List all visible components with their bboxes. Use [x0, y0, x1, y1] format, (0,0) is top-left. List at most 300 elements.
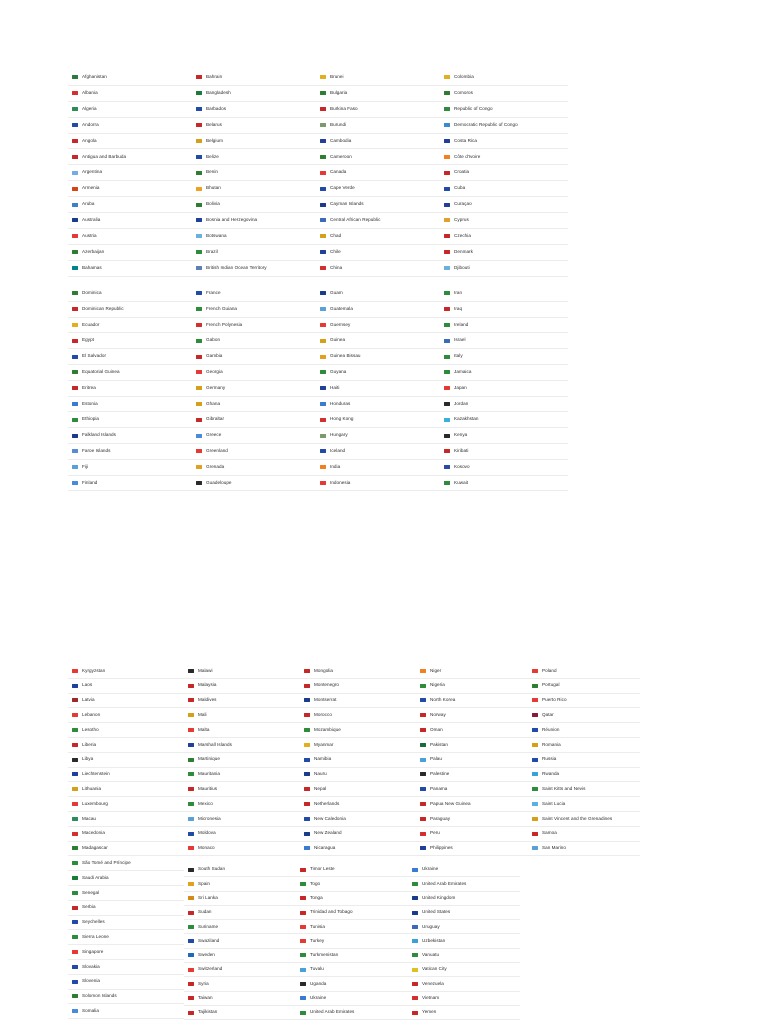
country-item-swaziland[interactable]	[184, 934, 296, 948]
flag-icon	[320, 91, 326, 95]
country-item-belarus[interactable]	[192, 118, 316, 134]
country-item-sri-lanka[interactable]	[184, 892, 296, 906]
country-item-haiti[interactable]	[316, 381, 440, 397]
country-item-georgia[interactable]	[192, 365, 316, 381]
country-name: Andorra	[82, 121, 99, 127]
country-item-belize[interactable]	[192, 149, 316, 165]
country-column	[192, 70, 316, 277]
country-item-niger[interactable]	[416, 664, 528, 679]
country-item-new-zealand[interactable]	[300, 827, 416, 842]
country-name: Haiti	[330, 384, 340, 390]
country-item-montenegro[interactable]	[300, 679, 416, 694]
country-item-democratic-republic-of-congo[interactable]	[440, 118, 568, 134]
country-item-guernsey[interactable]	[316, 318, 440, 334]
country-item-malta[interactable]	[184, 723, 300, 738]
country-name: Iran	[454, 290, 463, 296]
country-item-india[interactable]	[316, 460, 440, 476]
country-item-gambia[interactable]	[192, 349, 316, 365]
country-item-ecuador[interactable]	[68, 318, 192, 334]
flag-icon	[320, 266, 326, 270]
country-item-gabon[interactable]	[192, 333, 316, 349]
country-item-micronesia[interactable]	[184, 812, 300, 827]
country-item-syria[interactable]	[184, 977, 296, 991]
flag-icon	[72, 935, 78, 939]
country-item-sao-tome-and-principe[interactable]	[68, 856, 184, 871]
country-item-somalia[interactable]	[68, 1004, 184, 1019]
country-item-germany[interactable]	[192, 381, 316, 397]
country-item-benin[interactable]	[192, 165, 316, 181]
country-item-mexico[interactable]	[184, 797, 300, 812]
country-item-china[interactable]	[316, 261, 440, 277]
country-item-bangladesh[interactable]	[192, 86, 316, 102]
country-item-lesotho[interactable]	[68, 723, 184, 738]
country-item-chile[interactable]	[316, 245, 440, 261]
country-item-mauritania[interactable]	[184, 768, 300, 783]
country-item-philippines[interactable]	[416, 842, 528, 857]
country-item-lebanon[interactable]	[68, 708, 184, 723]
flag-icon	[72, 75, 78, 79]
country-item-cambodia[interactable]	[316, 134, 440, 150]
country-item-palestine[interactable]	[416, 768, 528, 783]
country-item-fiji[interactable]	[68, 460, 192, 476]
country-item-greenland[interactable]	[192, 444, 316, 460]
flag-icon	[320, 355, 326, 359]
country-item-brunei[interactable]	[316, 70, 440, 86]
country-item-aruba[interactable]	[68, 197, 192, 213]
flag-icon	[420, 669, 426, 673]
flag-icon	[320, 402, 326, 406]
country-item-ireland[interactable]	[440, 318, 568, 334]
country-name: Hong Kong	[330, 416, 354, 422]
country-item-lithuania[interactable]	[68, 782, 184, 797]
country-item-liechtenstein[interactable]	[68, 768, 184, 783]
country-item-papua-new-guinea[interactable]	[416, 797, 528, 812]
country-item-nepal[interactable]	[300, 782, 416, 797]
country-item-iran[interactable]	[440, 286, 568, 302]
country-name: Samoa	[542, 830, 557, 836]
country-item-united-kingdom[interactable]	[408, 892, 520, 906]
country-item-turkmenistan[interactable]	[296, 949, 408, 963]
country-item-bhutan[interactable]	[192, 181, 316, 197]
country-item-sudan[interactable]	[184, 906, 296, 920]
country-item-bosnia-and-herzegovina[interactable]	[192, 213, 316, 229]
country-item-moldova[interactable]	[184, 827, 300, 842]
country-item-romania[interactable]	[528, 738, 640, 753]
country-name: Cambodia	[330, 137, 352, 143]
country-item-guinea[interactable]	[316, 333, 440, 349]
country-item-kiribati[interactable]	[440, 444, 568, 460]
country-item-liberia[interactable]	[68, 738, 184, 753]
country-item-macedonia[interactable]	[68, 827, 184, 842]
country-item-nicaragua[interactable]	[300, 842, 416, 857]
flag-icon	[300, 896, 306, 900]
country-name: Malaysia	[198, 682, 217, 688]
country-item-uzbekistan[interactable]	[408, 934, 520, 948]
flag-icon	[444, 75, 450, 79]
country-item-mongolia[interactable]	[300, 664, 416, 679]
country-item-slovakia[interactable]	[68, 960, 184, 975]
country-item-palau[interactable]	[416, 753, 528, 768]
flag-icon	[444, 123, 450, 127]
country-item-libya[interactable]	[68, 753, 184, 768]
country-item-singapore[interactable]	[68, 945, 184, 960]
country-item-venezuela[interactable]	[408, 977, 520, 991]
country-name: Cuba	[454, 185, 466, 191]
flag-icon	[304, 846, 310, 850]
country-item-iraq[interactable]	[440, 302, 568, 318]
country-name: Turkmenistan	[310, 952, 339, 958]
country-name: Mexico	[198, 800, 213, 806]
country-item-burkina-faso[interactable]	[316, 102, 440, 118]
country-item-burundi[interactable]	[316, 118, 440, 134]
country-item-taiwan[interactable]	[184, 992, 296, 1006]
country-item-cayman-islands[interactable]	[316, 197, 440, 213]
flag-icon	[196, 434, 202, 438]
country-item-jordan[interactable]	[440, 397, 568, 413]
country-item-colombia[interactable]	[440, 70, 568, 86]
country-item-maldives[interactable]	[184, 694, 300, 709]
flag-icon	[196, 291, 202, 295]
country-item-greece[interactable]	[192, 428, 316, 444]
country-item-san-marino[interactable]	[528, 842, 640, 857]
flag-icon	[72, 861, 78, 865]
country-name: Mauritania	[198, 771, 220, 777]
country-item-tajikistan[interactable]	[184, 1006, 296, 1020]
country-item-kuwait[interactable]	[440, 476, 568, 492]
country-item-marshall-islands[interactable]	[184, 738, 300, 753]
country-item-nigeria[interactable]	[416, 679, 528, 694]
country-item-djibouti[interactable]	[440, 261, 568, 277]
country-item-algeria[interactable]	[68, 102, 192, 118]
country-item-bulgaria[interactable]	[316, 86, 440, 102]
country-item-brazil[interactable]	[192, 245, 316, 261]
country-item-dominican-republic[interactable]	[68, 302, 192, 318]
flag-icon	[300, 925, 306, 929]
country-name: United Arab Emirates	[310, 1009, 355, 1015]
country-item-saint-lucia[interactable]	[528, 797, 640, 812]
country-item-ethiopia[interactable]	[68, 412, 192, 428]
country-name: Ethiopia	[82, 416, 100, 422]
country-item-cameroon[interactable]	[316, 149, 440, 165]
country-item-myanmar[interactable]	[300, 738, 416, 753]
country-item-tunisia[interactable]	[296, 920, 408, 934]
country-item-curacao[interactable]	[440, 197, 568, 213]
country-item-estonia[interactable]	[68, 397, 192, 413]
country-item-russia[interactable]	[528, 753, 640, 768]
country-item-comoros[interactable]	[440, 86, 568, 102]
country-item-seychelles[interactable]	[68, 916, 184, 931]
country-item-slovenia[interactable]	[68, 975, 184, 990]
country-item-canada[interactable]	[316, 165, 440, 181]
flag-icon	[72, 434, 78, 438]
country-item-turkey[interactable]	[296, 934, 408, 948]
flag-icon	[532, 846, 538, 850]
country-item-bahamas[interactable]	[68, 261, 192, 277]
country-name: Uzbekistan	[422, 937, 446, 943]
country-item-japan[interactable]	[440, 381, 568, 397]
country-item-kazakhstan[interactable]	[440, 412, 568, 428]
country-name: Australia	[82, 217, 101, 223]
country-item-mauritius[interactable]	[184, 782, 300, 797]
country-item-central-african-republic[interactable]	[316, 213, 440, 229]
country-item-french-guiana[interactable]	[192, 302, 316, 318]
country-item-croatia[interactable]	[440, 165, 568, 181]
country-item-togo[interactable]	[296, 877, 408, 891]
country-item-austria[interactable]	[68, 229, 192, 245]
country-item-afghanistan[interactable]	[68, 70, 192, 86]
country-item-timor-leste[interactable]	[296, 863, 408, 877]
country-item-luxembourg[interactable]	[68, 797, 184, 812]
country-item-cape-verde[interactable]	[316, 181, 440, 197]
country-item-yemen[interactable]	[408, 1006, 520, 1020]
country-name: Estonia	[82, 400, 98, 406]
country-name: Tunisia	[310, 923, 325, 929]
country-name: Gibraltar	[206, 416, 225, 422]
country-name: Antigua and Barbuda	[82, 153, 127, 159]
country-item-gibraltar[interactable]	[192, 412, 316, 428]
country-item-grenada[interactable]	[192, 460, 316, 476]
country-column	[528, 664, 640, 1019]
country-item-united-arab-emirates[interactable]	[296, 1006, 408, 1020]
country-name: Lesotho	[82, 726, 99, 732]
flag-icon	[72, 772, 78, 776]
country-item-azerbaijan[interactable]	[68, 245, 192, 261]
country-name: Turkey	[310, 937, 325, 943]
country-item-norway[interactable]	[416, 708, 528, 723]
country-item-senegal[interactable]	[68, 886, 184, 901]
country-item-falkland-islands[interactable]	[68, 428, 192, 444]
country-item-france[interactable]	[192, 286, 316, 302]
country-item-british-indian-ocean-territory[interactable]	[192, 261, 316, 277]
flag-icon	[320, 339, 326, 343]
country-item-portugal[interactable]	[528, 679, 640, 694]
country-item-dominica[interactable]	[68, 286, 192, 302]
country-name: Kenya	[454, 432, 468, 438]
country-item-samoa[interactable]	[528, 827, 640, 842]
country-item-pakistan[interactable]	[416, 738, 528, 753]
country-item-vatican-city[interactable]	[408, 963, 520, 977]
country-item-el-salvador[interactable]	[68, 349, 192, 365]
flag-icon	[72, 832, 78, 836]
country-name: Brazil	[206, 248, 218, 254]
country-name: Canada	[330, 169, 347, 175]
country-name: Italy	[454, 353, 463, 359]
country-item-hungary[interactable]	[316, 428, 440, 444]
country-item-montserrat[interactable]	[300, 694, 416, 709]
country-name: Libya	[82, 756, 94, 762]
country-item-monaco[interactable]	[184, 842, 300, 857]
country-name: Benin	[206, 169, 218, 175]
country-item-bahrain[interactable]	[192, 70, 316, 86]
country-item-antigua-and-barbuda[interactable]	[68, 149, 192, 165]
country-item-ghana[interactable]	[192, 397, 316, 413]
country-item-paraguay[interactable]	[416, 812, 528, 827]
flag-icon	[320, 323, 326, 327]
country-item-botswana[interactable]	[192, 229, 316, 245]
country-item-guam[interactable]	[316, 286, 440, 302]
country-item-puerto-rico[interactable]	[528, 694, 640, 709]
country-item-oman[interactable]	[416, 723, 528, 738]
flag-icon	[72, 965, 78, 969]
country-item-uruguay[interactable]	[408, 920, 520, 934]
country-name: Armenia	[82, 185, 100, 191]
country-item-saint-kitts-and-nevis[interactable]	[528, 782, 640, 797]
country-item-north-korea[interactable]	[416, 694, 528, 709]
country-item-kyrgyzstan[interactable]	[68, 664, 184, 679]
country-name: Romania	[542, 741, 561, 747]
country-item-egypt[interactable]	[68, 333, 192, 349]
country-item-ukraine[interactable]	[408, 863, 520, 877]
country-item-saint-vincent-and-the-grenadines[interactable]	[528, 812, 640, 827]
country-item-new-caledonia[interactable]	[300, 812, 416, 827]
country-item-mali[interactable]	[184, 708, 300, 723]
flag-icon	[196, 323, 202, 327]
country-item-barbados[interactable]	[192, 102, 316, 118]
country-item-french-polynesia[interactable]	[192, 318, 316, 334]
country-item-namibia[interactable]	[300, 753, 416, 768]
country-name: Fiji	[82, 463, 89, 469]
country-item-bolivia[interactable]	[192, 197, 316, 213]
country-item-australia[interactable]	[68, 213, 192, 229]
country-item-trinidad-and-tobago[interactable]	[296, 906, 408, 920]
country-item-macau[interactable]	[68, 812, 184, 827]
country-item-solomon-islands[interactable]	[68, 990, 184, 1005]
flag-icon	[72, 386, 78, 390]
flag-icon	[420, 817, 426, 821]
flag-icon	[72, 481, 78, 485]
flag-icon	[444, 370, 450, 374]
flag-icon	[72, 323, 78, 327]
country-item-morocco[interactable]	[300, 708, 416, 723]
country-name: Montserrat	[314, 697, 337, 703]
country-item-south-sudan[interactable]	[184, 863, 296, 877]
country-item-suriname[interactable]	[184, 920, 296, 934]
country-item-italy[interactable]	[440, 349, 568, 365]
country-item-cote-d-ivoire[interactable]	[440, 149, 568, 165]
country-item-jamaica[interactable]	[440, 365, 568, 381]
country-item-finland[interactable]	[68, 476, 192, 492]
country-item-sweden[interactable]	[184, 949, 296, 963]
country-item-spain[interactable]	[184, 877, 296, 891]
country-item-belgium[interactable]	[192, 134, 316, 150]
flag-icon	[320, 465, 326, 469]
country-column	[184, 863, 296, 1020]
country-item-mozambique[interactable]	[300, 723, 416, 738]
country-item-kenya[interactable]	[440, 428, 568, 444]
country-grid-2	[68, 286, 568, 491]
country-item-guyana[interactable]	[316, 365, 440, 381]
flag-icon	[188, 684, 194, 688]
country-item-sierra-leone[interactable]	[68, 930, 184, 945]
flag-icon	[196, 449, 202, 453]
country-item-vanuatu[interactable]	[408, 949, 520, 963]
country-name: Macedonia	[82, 830, 105, 836]
country-item-angola[interactable]	[68, 134, 192, 150]
country-item-kosovo[interactable]	[440, 460, 568, 476]
country-item-chad[interactable]	[316, 229, 440, 245]
flag-icon	[444, 386, 450, 390]
country-name: Curaçao	[454, 201, 472, 207]
flag-icon	[420, 787, 426, 791]
flag-icon	[188, 832, 194, 836]
country-item-malaysia[interactable]	[184, 679, 300, 694]
country-item-martinique[interactable]	[184, 753, 300, 768]
country-item-israel[interactable]	[440, 333, 568, 349]
country-name: Panama	[430, 785, 448, 791]
country-item-uganda[interactable]	[296, 977, 408, 991]
country-item-costa-rica[interactable]	[440, 134, 568, 150]
country-item-armenia[interactable]	[68, 181, 192, 197]
country-item-tuvalu[interactable]	[296, 963, 408, 977]
country-name: North Korea	[430, 697, 456, 703]
country-item-united-arab-emirates[interactable]	[408, 877, 520, 891]
country-item-ukraine[interactable]	[296, 992, 408, 1006]
country-item-vietnam[interactable]	[408, 992, 520, 1006]
country-item-saudi-arabia[interactable]	[68, 871, 184, 886]
country-item-reunion[interactable]	[528, 723, 640, 738]
country-item-netherlands[interactable]	[300, 797, 416, 812]
country-item-united-states[interactable]	[408, 906, 520, 920]
country-item-guadeloupe[interactable]	[192, 476, 316, 492]
flag-icon	[444, 203, 450, 207]
country-name: Madagascar	[82, 845, 108, 851]
country-item-peru[interactable]	[416, 827, 528, 842]
flag-icon	[320, 171, 326, 175]
country-item-denmark[interactable]	[440, 245, 568, 261]
country-item-honduras[interactable]	[316, 397, 440, 413]
flag-icon	[188, 728, 194, 732]
country-name: Azerbaijan	[82, 248, 105, 254]
country-item-argentina[interactable]	[68, 165, 192, 181]
country-item-madagascar[interactable]	[68, 842, 184, 857]
country-item-iceland[interactable]	[316, 444, 440, 460]
flag-icon	[444, 323, 450, 327]
country-item-rwanda[interactable]	[528, 768, 640, 783]
country-item-andorra[interactable]	[68, 118, 192, 134]
country-name: Faroe Islands	[82, 448, 111, 454]
country-item-eritrea[interactable]	[68, 381, 192, 397]
country-item-laos[interactable]	[68, 679, 184, 694]
country-name: Slovenia	[82, 978, 101, 984]
flag-icon	[320, 418, 326, 422]
country-item-nauru[interactable]	[300, 768, 416, 783]
country-item-faroe-islands[interactable]	[68, 444, 192, 460]
country-item-republic-of-congo[interactable]	[440, 102, 568, 118]
country-item-czechia[interactable]	[440, 229, 568, 245]
country-item-guatemala[interactable]	[316, 302, 440, 318]
flag-icon	[320, 123, 326, 127]
country-item-serbia[interactable]	[68, 901, 184, 916]
country-item-qatar[interactable]	[528, 708, 640, 723]
country-item-hong-kong[interactable]	[316, 412, 440, 428]
country-item-switzerland[interactable]	[184, 963, 296, 977]
country-item-latvia[interactable]	[68, 694, 184, 709]
country-name: French Guiana	[206, 305, 238, 311]
flag-icon	[412, 882, 418, 886]
country-item-albania[interactable]	[68, 86, 192, 102]
country-item-cuba[interactable]	[440, 181, 568, 197]
country-item-guinea-bissau[interactable]	[316, 349, 440, 365]
flag-icon	[304, 758, 310, 762]
country-item-malawi[interactable]	[184, 664, 300, 679]
country-item-equatorial-guinea[interactable]	[68, 365, 192, 381]
country-item-tonga[interactable]	[296, 892, 408, 906]
country-item-cyprus[interactable]	[440, 213, 568, 229]
country-name: Micronesia	[198, 815, 221, 821]
country-item-poland[interactable]	[528, 664, 640, 679]
country-item-indonesia[interactable]	[316, 476, 440, 492]
country-item-panama[interactable]	[416, 782, 528, 797]
